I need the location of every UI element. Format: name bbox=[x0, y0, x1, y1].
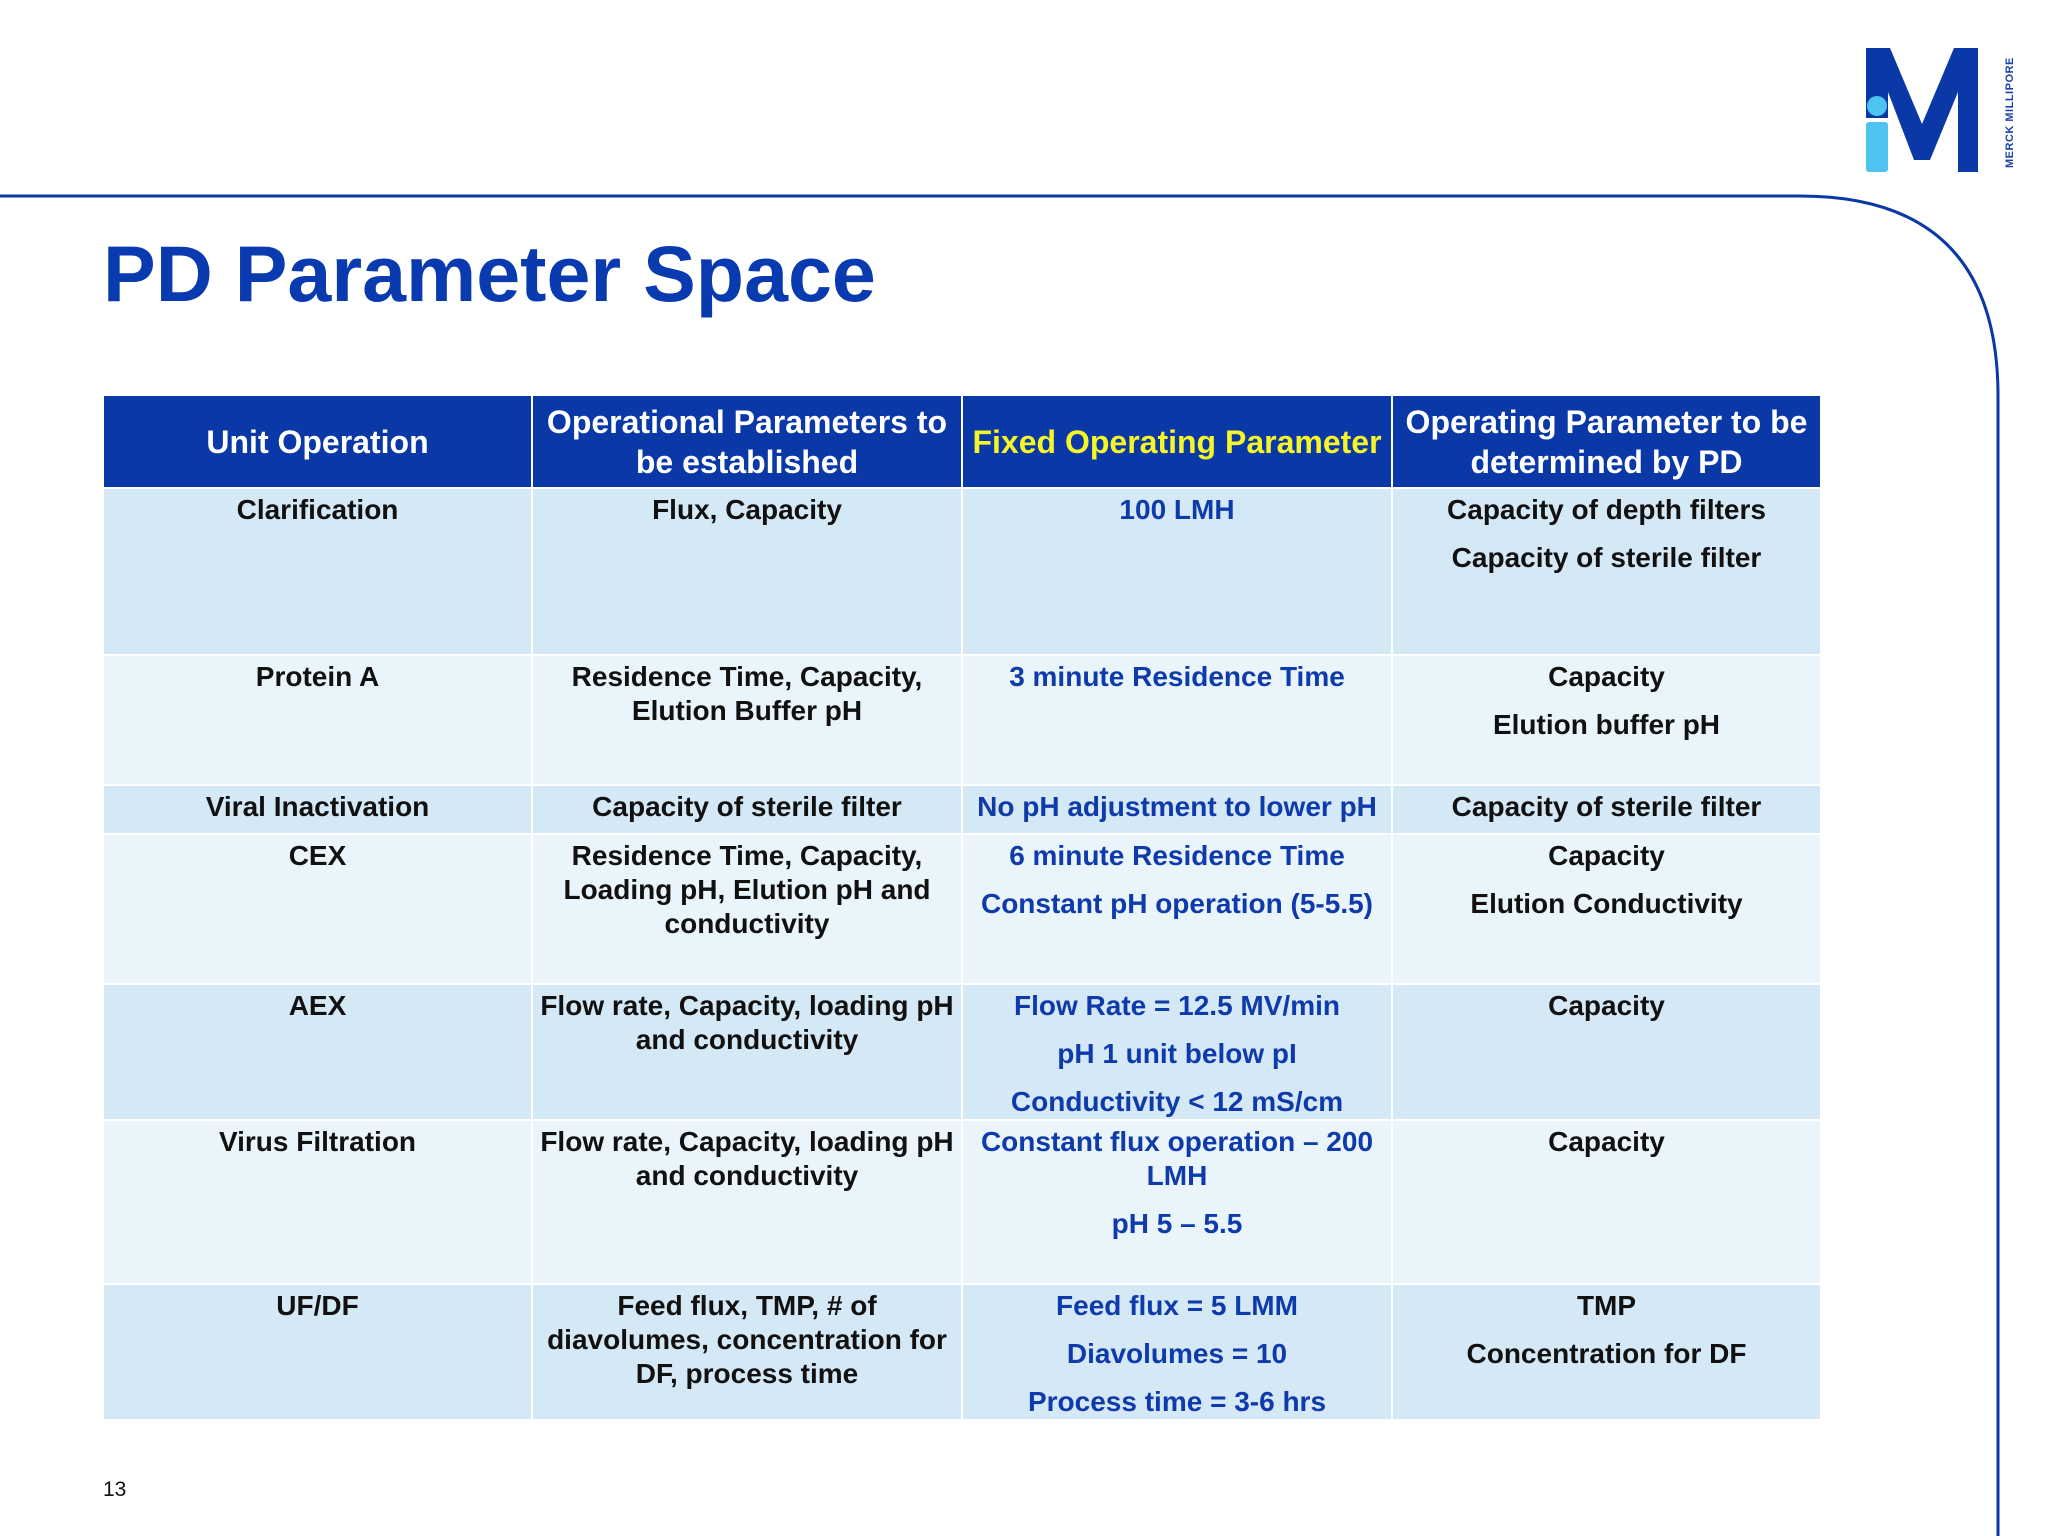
pd-line: Elution buffer pH bbox=[1492, 709, 1721, 740]
header-unit-operation: Unit Operation bbox=[103, 395, 532, 488]
table-header-row bbox=[103, 395, 1821, 488]
fixed-line: pH 5 – 5.5 bbox=[1111, 1208, 1243, 1239]
pd-line: Capacity of depth filters bbox=[1447, 494, 1766, 525]
fixed-line: 6 minute Residence Time bbox=[1009, 840, 1345, 871]
fixed-cell bbox=[962, 984, 1392, 1120]
pd-cell bbox=[1392, 1120, 1821, 1284]
pd-cell bbox=[1392, 1284, 1821, 1420]
table-row bbox=[103, 655, 1821, 785]
fixed-line: Flow Rate = 12.5 MV/min bbox=[1014, 990, 1340, 1021]
fixed-cell bbox=[962, 1284, 1392, 1420]
fixed-cell bbox=[962, 488, 1392, 655]
fixed-line: No pH adjustment to lower pH bbox=[977, 791, 1377, 822]
table-row bbox=[103, 1120, 1821, 1284]
header-operational-parameters: Operational Parameters to be established bbox=[532, 395, 962, 488]
pd-cell bbox=[1392, 655, 1821, 785]
params-cell: Flow rate, Capacity, loading pH and conductivity bbox=[532, 1120, 962, 1284]
unit-cell: Viral Inactivation bbox=[103, 785, 532, 834]
merck-millipore-logo bbox=[1862, 44, 2022, 178]
pd-line: TMP bbox=[1576, 1290, 1637, 1321]
table-row bbox=[103, 834, 1821, 984]
fixed-line: Feed flux = 5 LMM bbox=[1056, 1290, 1298, 1321]
fixed-line: Diavolumes = 10 bbox=[1066, 1338, 1288, 1369]
table-row bbox=[103, 1284, 1821, 1420]
page-title: PD Parameter Space bbox=[103, 229, 876, 318]
unit-cell: CEX bbox=[103, 834, 532, 984]
fixed-cell bbox=[962, 1120, 1392, 1284]
params-cell: Residence Time, Capacity, Loading pH, Elution pH and conductivity bbox=[532, 834, 962, 984]
pd-line: Capacity bbox=[1548, 990, 1665, 1021]
pd-line: Elution Conductivity bbox=[1470, 888, 1743, 919]
unit-cell: Protein A bbox=[103, 655, 532, 785]
fixed-line: Constant flux operation – 200 LMH bbox=[980, 1126, 1374, 1191]
pd-cell bbox=[1392, 488, 1821, 655]
pd-line: Capacity of sterile filter bbox=[1451, 542, 1762, 573]
header-fixed-operating-parameter: Fixed Operating Parameter bbox=[962, 395, 1392, 488]
fixed-line: 3 minute Residence Time bbox=[1009, 661, 1345, 692]
pd-line: Capacity bbox=[1548, 840, 1665, 871]
table-row bbox=[103, 984, 1821, 1120]
unit-cell: UF/DF bbox=[103, 1284, 532, 1420]
pd-cell bbox=[1392, 984, 1821, 1120]
pd-cell bbox=[1392, 834, 1821, 984]
unit-cell: Clarification bbox=[103, 488, 532, 655]
params-cell: Feed flux, TMP, # of diavolumes, concentration for DF, process time bbox=[532, 1284, 962, 1420]
params-cell: Capacity of sterile filter bbox=[532, 785, 962, 834]
fixed-cell bbox=[962, 834, 1392, 984]
fixed-line: pH 1 unit below pI bbox=[1057, 1038, 1297, 1069]
unit-cell: Virus Filtration bbox=[103, 1120, 532, 1284]
logo-wordmark: MERCK MILLIPORE bbox=[2004, 57, 2016, 169]
fixed-cell bbox=[962, 655, 1392, 785]
logo-m-icon bbox=[1862, 44, 2002, 178]
header-pd-parameter: Operating Parameter to be determined by PD bbox=[1392, 395, 1821, 488]
fixed-line: Process time = 3-6 hrs bbox=[1027, 1386, 1327, 1417]
fixed-line: 100 LMH bbox=[1119, 494, 1235, 525]
page-number: 13 bbox=[103, 1478, 127, 1501]
unit-cell: AEX bbox=[103, 984, 532, 1120]
pd-cell bbox=[1392, 785, 1821, 834]
pd-line: Capacity of sterile filter bbox=[1451, 791, 1762, 822]
pd-line: Concentration for DF bbox=[1466, 1338, 1747, 1369]
table-row bbox=[103, 785, 1821, 834]
parameter-table bbox=[102, 394, 1822, 1421]
fixed-cell bbox=[962, 785, 1392, 834]
table-row bbox=[103, 488, 1821, 655]
pd-line: Capacity bbox=[1548, 661, 1665, 692]
fixed-line: Conductivity < 12 mS/cm bbox=[1010, 1086, 1344, 1117]
params-cell: Residence Time, Capacity, Elution Buffer pH bbox=[532, 655, 962, 785]
pd-line: Capacity bbox=[1548, 1126, 1665, 1157]
params-cell: Flow rate, Capacity, loading pH and conductivity bbox=[532, 984, 962, 1120]
fixed-line: Constant pH operation (5-5.5) bbox=[980, 888, 1373, 919]
params-cell: Flux, Capacity bbox=[532, 488, 962, 655]
